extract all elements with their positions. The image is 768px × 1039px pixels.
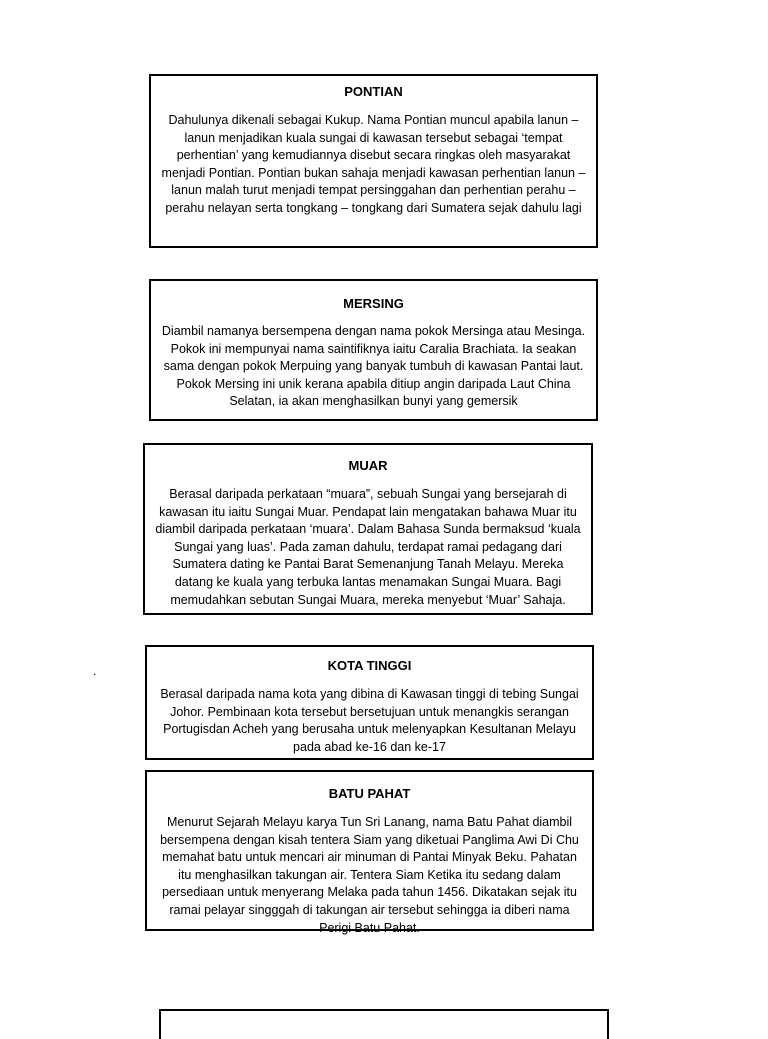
muar-text: Berasal daripada perkataan “muara”, sebuah Sungai yang bersejarah di kawasan itu iaitu Sungai Muar. Pendapat lain mengatakan bahawa Muar itu diambil daripada perkataan ‘muara’. Dalam Bahasa Sunda bermaksud ‘kuala Sungai yang luas’. Pada zaman dahulu, terdapat ramai pedagang dari Sumatera dating ke Pantai Barat Semenanjung Tanah Melayu. Mereka datang ke kuala yang terbuka lantas menamakan Sungai Muara. Bagi memudahkan sebutan Sungai Muara, mereka menyebut ‘Muar’ Sahaja. [155, 487, 581, 607]
batu-pahat-box [145, 770, 594, 935]
next-box-partial [159, 1009, 609, 1039]
pontian-text: Dahulunya dikenali sebagai Kukup. Nama Pontian muncul apabila lanun – lanun menjadikan kuala sungai di kawasan tersebut sebagai ‘tempat perhentian’ yang kemudiannya disebut secara ringkas oleh masyarakat menjadi Pontian. Pontian bukan sahaja menjadi kawasan perhentian lanun – lanun malah turut menjadi tempat persinggahan dan perhentian perahu – perahu nelayan serta tongkang – tongkang dari Sumatera sejak dahulu lagi [161, 113, 586, 215]
mersing-box [149, 279, 598, 421]
batu-pahat-text: Menurut Sejarah Melayu karya Tun Sri Lanang, nama Batu Pahat diambil bersempena dengan kisah tentera Siam yang diketuai Panglima Awi Di Chu memahat batu untuk mencari air minuman di Pantai Minyak Beku. Pahatan itu menghasilkan takungan air. Tentera Siam Ketika itu sedang dalam persediaan untuk menyerang Melaka pada tahun 1456. Dikatakan sejak itu ramai pelayar singggah di takungan air tersebut sehingga ia diberi nama Perigi Batu Pahat. [160, 815, 579, 935]
stray-dot: . [93, 664, 97, 678]
muar-title: MUAR [348, 458, 388, 473]
mersing-title: MERSING [343, 296, 404, 311]
kota-tinggi-title: KOTA TINGGI [327, 658, 412, 673]
mersing-text: Diambil namanya bersempena dengan nama pokok Mersinga atau Mesinga. Pokok ini mempunyai nama saintifiknya iaitu Caralia Brachiata. Ia seakan sama dengan pokok Merpuing yang banyak tumbuh di kawasan Pantai laut. Pokok Mersing ini unik kerana apabila ditiup angin daripada Laut China Selatan, ia akan menghasilkan bunyi yang gemersik [161, 324, 586, 409]
pontian-title: PONTIAN [344, 84, 403, 99]
kota-tinggi-text: Berasal daripada nama kota yang dibina di Kawasan tinggi di tebing Sungai Johor. Pembinaan kota tersebut bersetujuan untuk menangkis serangan Portugisdan Acheh yang berusaha untuk melenyapkan Kesultanan Melayu pada abad ke-16 dan ke-17 [160, 687, 579, 754]
batu-pahat-title: BATU PAHAT [328, 786, 411, 801]
pontian-box [149, 74, 598, 248]
kota-tinggi-box [145, 645, 594, 760]
muar-box [143, 443, 593, 615]
